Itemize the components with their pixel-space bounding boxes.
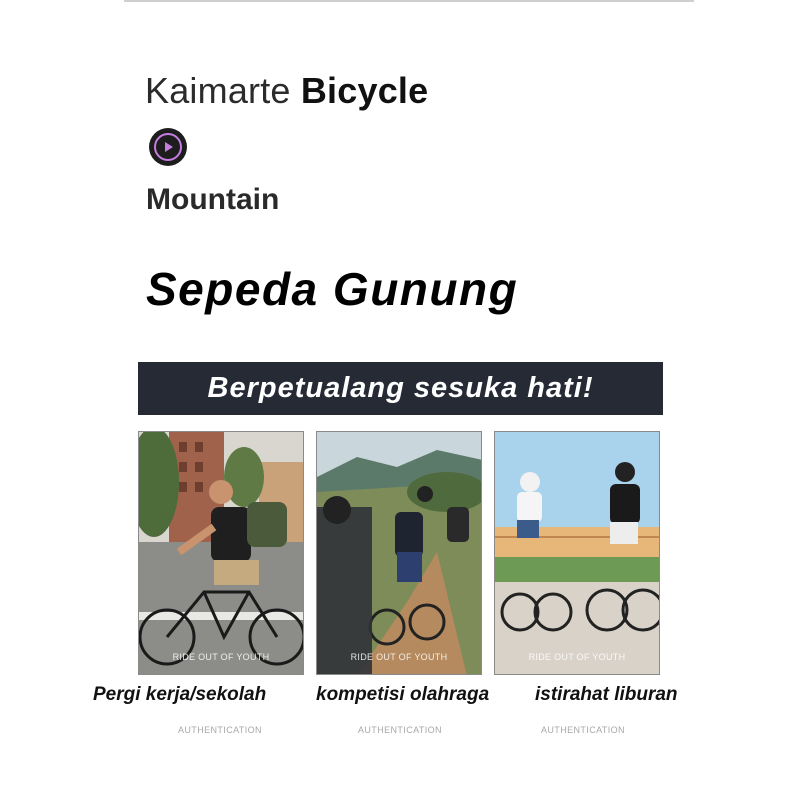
photo-watermark: RIDE OUT OF YOUTH xyxy=(528,652,626,662)
city-commute-photo xyxy=(138,431,304,675)
caption-holiday: istirahat liburan xyxy=(535,684,678,705)
tagline-text: Berpetualang sesuka hati! xyxy=(207,372,594,404)
photo-watermark: RIDE OUT OF YOUTH xyxy=(350,652,448,662)
photo-watermark: RIDE OUT OF YOUTH xyxy=(172,652,270,662)
holiday-ride-photo xyxy=(494,431,660,675)
authentication-label: AUTHENTICATION xyxy=(541,725,625,735)
caption-competition: kompetisi olahraga xyxy=(316,684,490,705)
authentication-label: AUTHENTICATION xyxy=(178,725,262,735)
brand-title xyxy=(145,70,428,112)
caption-commute: Pergi kerja/sekolah xyxy=(93,684,267,705)
tagline-banner xyxy=(138,362,663,415)
headline: Sepeda Gunung xyxy=(146,263,519,315)
brand-name: Kaimarte xyxy=(145,70,291,111)
authentication-label: AUTHENTICATION xyxy=(358,725,442,735)
mountain-race-photo xyxy=(316,431,482,675)
brand-product: Bicycle xyxy=(300,70,429,111)
category-subtitle: Mountain xyxy=(146,183,280,216)
play-icon[interactable] xyxy=(149,128,187,166)
top-divider xyxy=(124,0,694,2)
